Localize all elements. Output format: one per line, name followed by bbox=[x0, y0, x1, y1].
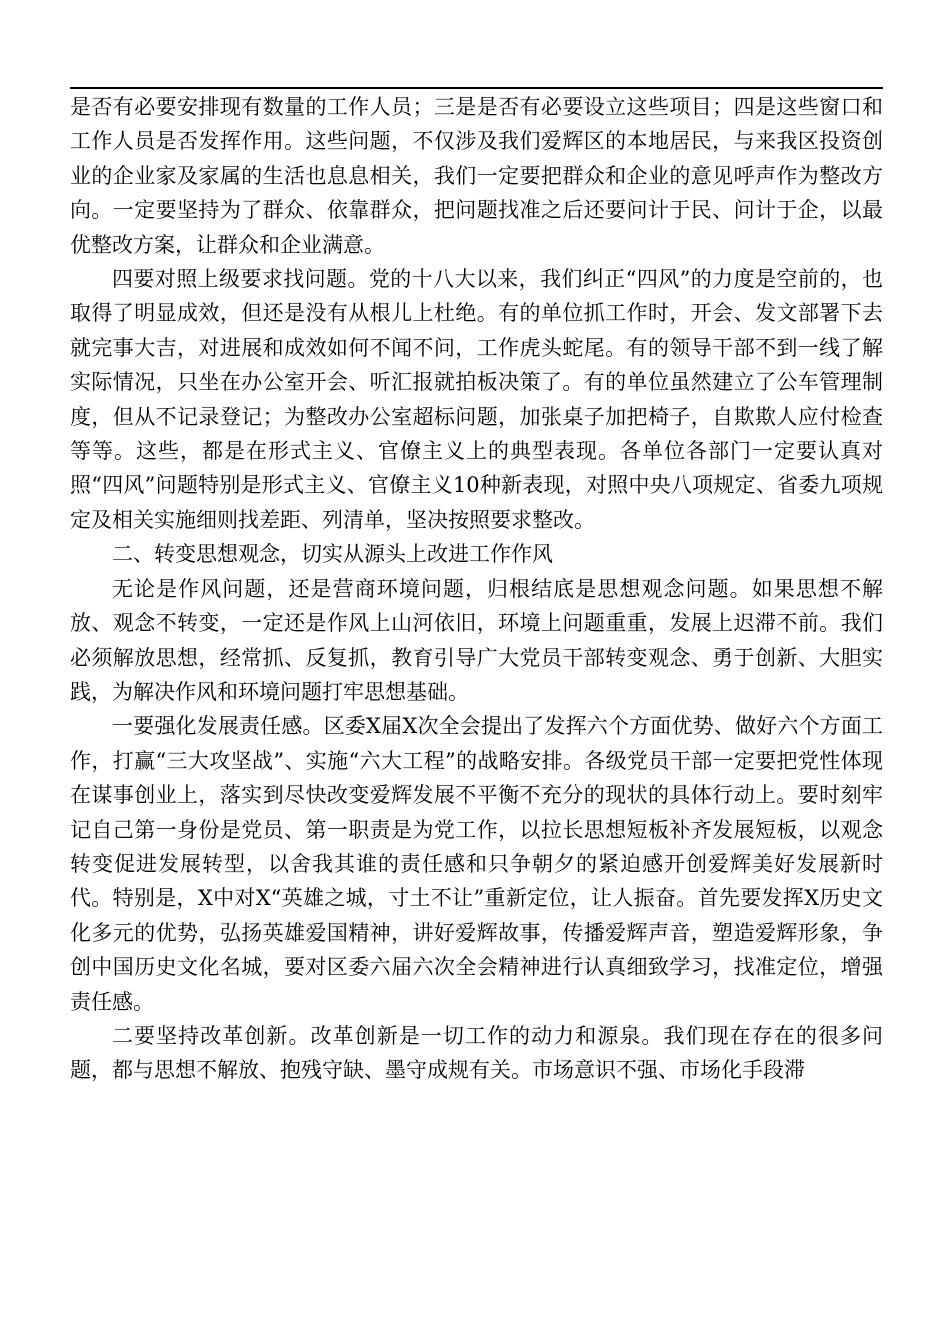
paragraph-continuation: 是否有必要安排现有数量的工作人员；三是是否有必要设立这些项目；四是这些窗口和工作人员是否发挥作用。这些问题，不仅涉及我们爱辉区的本地居民，与来我区投资创业的企业家及家属的生活也息息相关，我们一定要把群众和企业的意见呼声作为整改方向。一定要坚持为了群众、依靠群众，把问题找准之后还要问计于民、问计于企，以最优整改方案，让群众和企业满意。 bbox=[70, 95, 883, 257]
header-rule bbox=[70, 87, 883, 89]
paragraph-first-requirement: 一要强化发展责任感。区委X届X次全会提出了发挥六个方面优势、做好六个方面工作，打赢“三大攻坚战”、实施“六大工程”的战略安排。各级党员干部一定要把党性体现在谋事创业上，落实到尽快改变爱辉发展不平衡不充分的现状的具体行动上。要时刻牢记自己第一身份是党员、第一职责是为党工作，以拉长思想短板补齐发展短板，以观念转变促进发展转型，以舍我其谁的责任感和只争朝夕的紧迫感开创爱辉美好发展新时代。特别是，X中对X“英雄之城，寸土不让”重新定位，让人振奋。首先要发挥X历史文化多元的优势，弘扬英雄爱国精神，讲好爱辉故事，传播爱辉声音，塑造爱辉形象，争创中国历史文化名城，要对区委六届六次全会精神进行认真细致学习，找准定位，增强责任感。 bbox=[70, 714, 883, 1014]
paragraph-section-intro: 无论是作风问题，还是营商环境问题，归根结底是思想观念问题。如果思想不解放、观念不转变，一定还是作风上山河依旧，环境上问题重重，发展上迟滞不前。我们必须解放思想，经常抓、反复抓，教育引导广大党员干部转变观念、勇于创新、大胆实践，为解决作风和环境问题打牢思想基础。 bbox=[70, 576, 883, 704]
document-body bbox=[70, 90, 883, 1088]
paragraph-second-requirement: 二要坚持改革创新。改革创新是一切工作的动力和源泉。我们现在存在的很多问题，都与思想不解放、抱残守缺、墨守成规有关。市场意识不强、市场化手段滞 bbox=[70, 1023, 883, 1083]
section-heading: 二、转变思想观念，切实从源头上改进工作作风 bbox=[112, 542, 553, 567]
paragraph-fourth-requirement: 四要对照上级要求找问题。党的十八大以来，我们纠正“四风”的力度是空前的，也取得了明显成效，但还是没有从根儿上杜绝。有的单位抓工作时，开会、发文部署下去就完事大吉，对进展和成效如何不闻不问，工作虎头蛇尾。有的领导干部不到一线了解实际情况，只坐在办公室开会、听汇报就拍板决策了。有的单位虽然建立了公车管理制度，但从不记录登记；为整改办公室超标问题，加张桌子加把椅子，自欺欺人应付检查等等。这些，都是在形式主义、官僚主义上的典型表现。各单位各部门一定要认真对照“四风”问题特别是形式主义、官僚主义10种新表现，对照中央八项规定、省委九项规定及相关实施细则找差距、列清单，坚决按照要求整改。 bbox=[70, 267, 883, 532]
